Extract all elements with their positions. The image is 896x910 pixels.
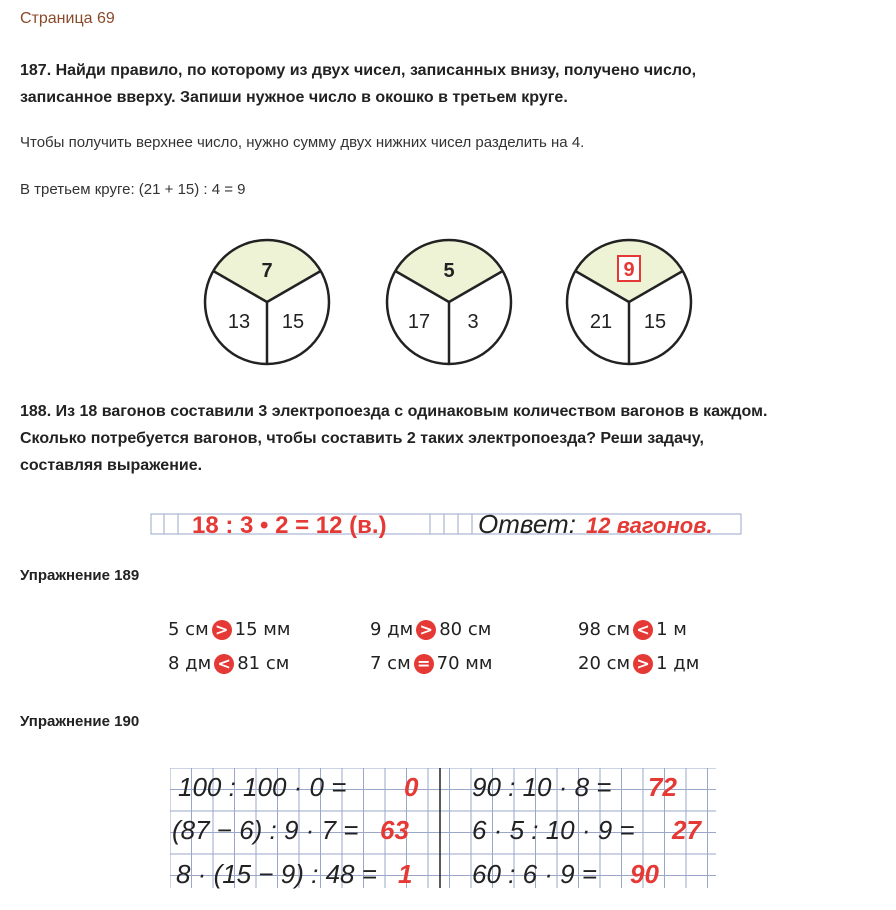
circle-1-left: 13: [227, 311, 251, 333]
cmp-left: 7 см: [370, 653, 411, 674]
cmp-left: 8 дм: [168, 653, 212, 674]
cmp-right: 70 мм: [436, 653, 493, 674]
ex190-row1-left-expr: 100 : 100 · 0 =: [178, 772, 347, 802]
task-188-text: [20, 398, 767, 479]
task-187-line-1: 187. Найди правило, по которому из двух чисел, записанных внизу, получено число,: [20, 62, 697, 79]
answer-strip: [150, 508, 750, 544]
sign-icon: <: [633, 620, 653, 640]
circle-3: [567, 240, 691, 364]
ex190-row2-left-expr: (87 − 6) : 9 · 7 =: [172, 815, 359, 845]
grid-exercise-190: [170, 768, 720, 890]
cmp-right: 80 см: [439, 619, 492, 640]
exercise-189-title: Упражнение 189: [20, 567, 140, 584]
task-187-calc: В третьем круге: (21 + 15) : 4 = 9: [20, 181, 246, 198]
cmp-right: 1 дм: [656, 653, 700, 674]
comparison-item: [370, 653, 492, 674]
circle-3-right: 15: [643, 311, 667, 333]
ex190-row1-right-expr: 90 : 10 · 8 =: [472, 772, 612, 802]
circle-2: [387, 240, 511, 364]
task-188-line-3: составляя выражение.: [20, 457, 203, 474]
ex190-row2-right-ans: 27: [672, 815, 701, 845]
task-187-explanation: Чтобы получить верхнее число, нужно сумму двух нижних чисел разделить на 4.: [20, 134, 585, 151]
circle-2-right: 3: [467, 311, 479, 333]
ex190-row1-left-ans: 0: [404, 772, 419, 802]
cmp-left: 5 см: [168, 619, 209, 640]
comparison-item: [168, 653, 289, 674]
page-label: Страница 69: [20, 10, 115, 27]
circle-1-right: 15: [281, 311, 305, 333]
circles-diagram: [195, 232, 695, 372]
cmp-left: 98 см: [578, 619, 631, 640]
ex190-row2-right-expr: 6 · 5 : 10 · 9 =: [472, 815, 635, 845]
ex190-row3-right-ans: 90: [630, 859, 659, 889]
ex190-row3-left-expr: 8 · (15 − 9) : 48 =: [176, 859, 377, 889]
task-187-text: [20, 57, 696, 111]
circle-1: [205, 240, 329, 364]
sign-icon: =: [414, 654, 434, 674]
sign-icon: >: [212, 620, 232, 640]
sign-icon: <: [214, 654, 234, 674]
ex190-row3-right-expr: 60 : 6 · 9 =: [472, 859, 598, 889]
sign-icon: >: [416, 620, 436, 640]
ex190-row2-left-ans: 63: [380, 815, 409, 845]
ex190-row1-right-ans: 72: [648, 772, 677, 802]
expression-188: 18 : 3 • 2 = 12 (в.): [192, 512, 387, 539]
cmp-right: 81 см: [237, 653, 290, 674]
circle-2-left: 17: [407, 311, 431, 333]
comparison-item: [578, 653, 699, 674]
cmp-right: 1 м: [656, 619, 687, 640]
sign-icon: >: [633, 654, 653, 674]
answer-188: 12 вагонов.: [586, 513, 713, 538]
comparison-item: [578, 619, 687, 640]
circle-3-top: 9: [623, 259, 635, 281]
task-187-line-2: записанное вверху. Запиши нужное число в окошко в третьем круге.: [20, 89, 568, 106]
answer-label: Ответ:: [478, 509, 576, 539]
task-188-line-1: 188. Из 18 вагонов составили 3 электропоезда с одинаковым количеством вагонов в каждом.: [20, 403, 768, 420]
circle-2-top: 5: [443, 260, 455, 282]
task-188-line-2: Сколько потребуется вагонов, чтобы составить 2 таких электропоезда? Реши задачу,: [20, 430, 704, 447]
ex190-row3-left-ans: 1: [398, 859, 413, 889]
comparison-item: [370, 619, 491, 640]
exercise-190-title: Упражнение 190: [20, 713, 140, 730]
cmp-right: 15 мм: [234, 619, 291, 640]
circle-3-left: 21: [589, 311, 613, 333]
comparison-item: [168, 619, 290, 640]
circle-1-top: 7: [261, 260, 273, 282]
cmp-left: 9 дм: [370, 619, 414, 640]
cmp-left: 20 см: [578, 653, 631, 674]
